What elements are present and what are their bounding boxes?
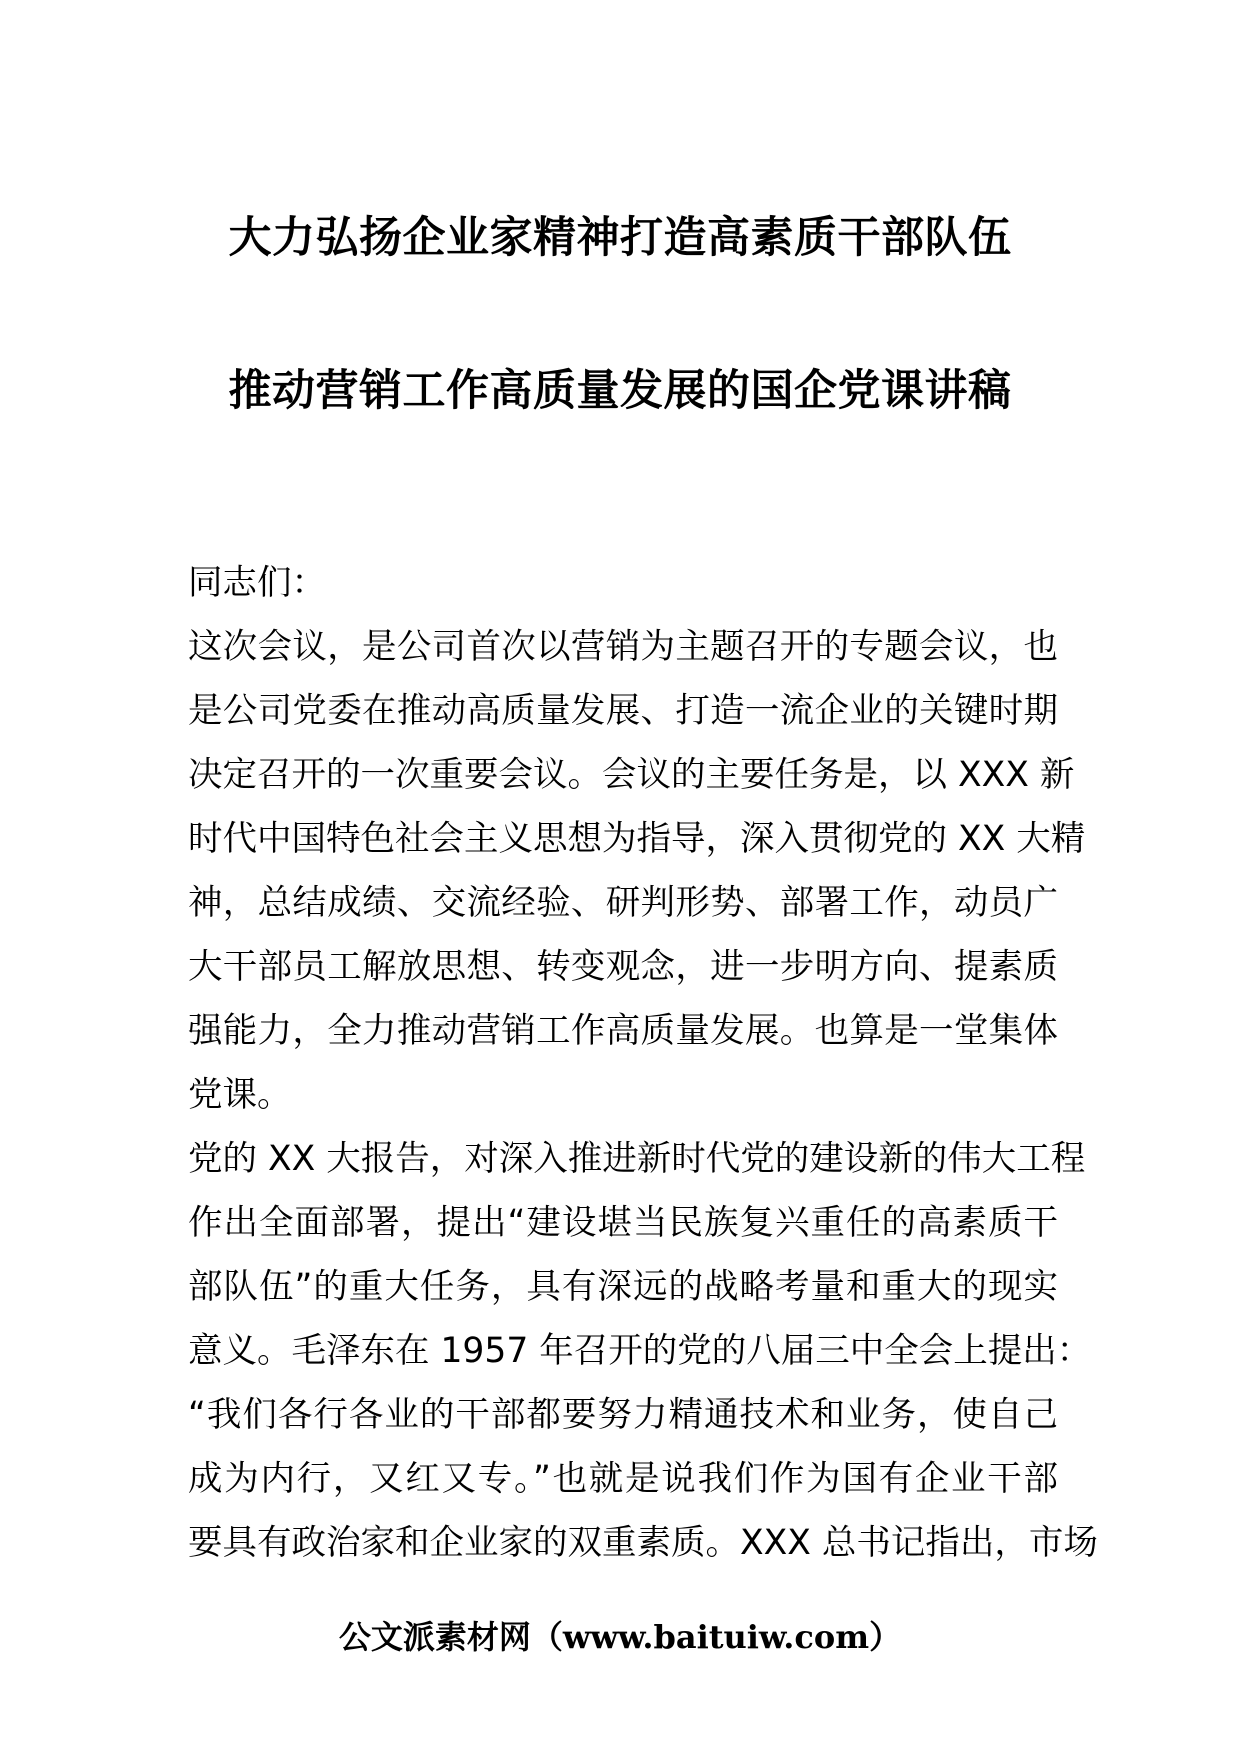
body-line: 意义。毛泽东在 1957 年召开的党的八届三中全会上提出： [188,1331,1092,1371]
body-line: “我们各行各业的干部都要努力精通技术和业务，使自己 [188,1395,1058,1435]
body-line: 这次会议，是公司首次以营销为主题召开的专题会议，也 [188,627,1058,667]
body-line: 决定召开的一次重要会议。会议的主要任务是，以 XXX 新 [188,755,1075,795]
document-body [188,551,1098,1575]
body-line: 党课。 [188,1075,292,1115]
salutation: 同志们： [188,563,326,603]
body-line: 是公司党委在推动高质量发展、打造一流企业的关键时期 [188,691,1058,731]
body-line: 作出全面部署，提出“建设堪当民族复兴重任的高素质干 [188,1203,1058,1243]
body-line: 党的 XX 大报告，对深入推进新时代党的建设新的伟大工程 [188,1139,1086,1179]
body-line: 大干部员工解放思想、转变观念，进一步明方向、提素质 [188,947,1058,987]
body-line: 要具有政治家和企业家的双重素质。XXX 总书记指出，市场 [188,1523,1098,1563]
body-line: 强能力，全力推动营销工作高质量发展。也算是一堂集体 [188,1011,1058,1051]
body-line: 成为内行，又红又专。”也就是说我们作为国有企业干部 [188,1459,1058,1499]
body-line: 时代中国特色社会主义思想为指导，深入贯彻党的 XX 大精 [188,819,1086,859]
document-title-line-1: 大力弘扬企业家精神打造高素质干部队伍 [228,213,1012,263]
source-footer: 公文派素材网（www.baituiw.com） [338,1618,902,1656]
body-line: 部队伍”的重大任务，具有深远的战略考量和重大的现实 [188,1267,1058,1307]
body-line: 神，总结成绩、交流经验、研判形势、部署工作，动员广 [188,883,1058,923]
document-title-line-2: 推动营销工作高质量发展的国企党课讲稿 [228,366,1012,416]
